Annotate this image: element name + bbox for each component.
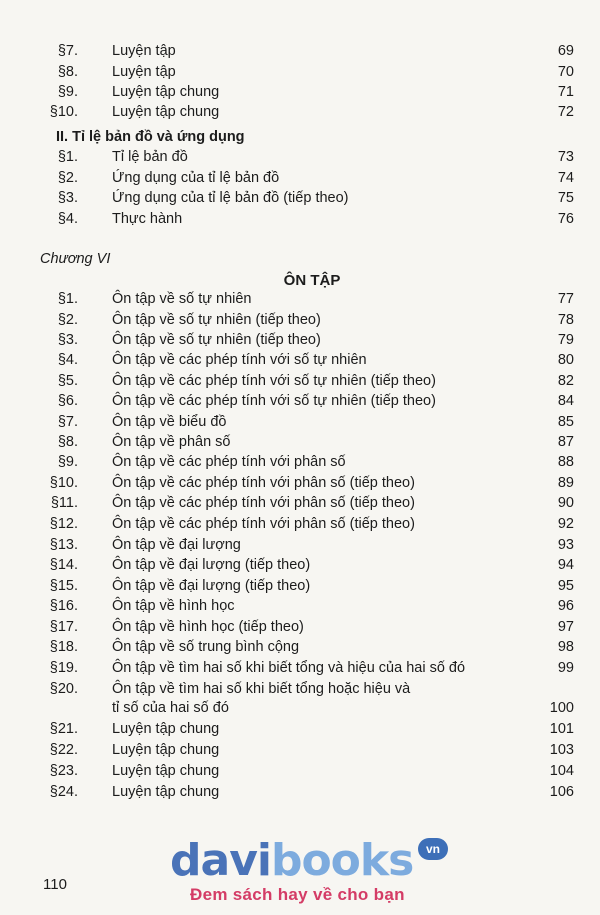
entry-number: §17.	[49, 619, 78, 635]
entry-number: §4.	[57, 352, 78, 368]
entry-number: §12.	[49, 516, 78, 532]
toc-entry	[0, 637, 600, 658]
entry-page: 78	[557, 312, 574, 328]
toc-entry	[0, 350, 600, 371]
toc-entry	[0, 62, 600, 83]
entry-title: Luyện tập chung	[112, 721, 220, 737]
toc-entry	[0, 310, 600, 331]
entry-title: Ôn tập về các phép tính với số tự nhiên	[112, 352, 367, 368]
toc-entry	[0, 371, 600, 392]
toc-entry	[0, 740, 600, 761]
entry-page: 79	[557, 332, 574, 348]
entry-number: §2.	[57, 312, 78, 328]
entry-page: 73	[557, 149, 574, 165]
entry-page: 75	[557, 190, 574, 206]
entry-title-continued: tỉ số của hai số đó	[112, 700, 229, 716]
entry-title: Ôn tập về tìm hai số khi biết tổng hoặc hiệu và	[112, 681, 411, 697]
toc-entry	[0, 576, 600, 597]
toc-entry	[0, 168, 600, 189]
entry-number: §2.	[57, 170, 78, 186]
entry-title: Ôn tập về số trung bình cộng	[112, 639, 300, 655]
entry-number: §16.	[49, 598, 78, 614]
logo-part-davi: davi	[170, 835, 271, 886]
entry-title: Luyện tập chung	[112, 763, 220, 779]
toc-entry	[0, 412, 600, 433]
toc-entry	[0, 658, 600, 679]
entry-page: 97	[557, 619, 574, 635]
entry-page: 106	[549, 784, 574, 800]
toc-entry	[0, 493, 600, 514]
entry-number: §1.	[57, 291, 78, 307]
entry-number: §4.	[57, 211, 78, 227]
entry-title: Ôn tập về các phép tính với phân số (tiếp theo)	[112, 516, 415, 532]
entry-number: §20.	[49, 681, 78, 697]
toc-entry	[0, 761, 600, 782]
toc-entry	[0, 719, 600, 740]
entry-page: 103	[549, 742, 574, 758]
toc-entry-continued	[0, 698, 600, 719]
entry-page: 85	[557, 414, 574, 430]
entry-page: 80	[557, 352, 574, 368]
entry-number: §13.	[49, 537, 78, 553]
toc-entry	[0, 617, 600, 638]
entry-page: 92	[557, 516, 574, 532]
toc-entry	[0, 679, 600, 700]
entry-title: Luyện tập chung	[112, 784, 220, 800]
entry-title: Tỉ lệ bản đồ	[112, 149, 188, 165]
toc-entry	[0, 188, 600, 209]
toc-entry	[0, 147, 600, 168]
entry-number: §18.	[49, 639, 78, 655]
entry-title: Ôn tập về đại lượng (tiếp theo)	[112, 557, 311, 573]
entry-title: Ôn tập về các phép tính với phân số	[112, 454, 346, 470]
toc-entry	[0, 391, 600, 412]
entry-page: 99	[557, 660, 574, 676]
toc-entry	[0, 555, 600, 576]
entry-number: §8.	[57, 434, 78, 450]
entry-title: Ôn tập về các phép tính với phân số (tiếp theo)	[112, 495, 415, 511]
entry-number: §14.	[49, 557, 78, 573]
entry-title: Ứng dụng của tỉ lệ bản đồ (tiếp theo)	[112, 190, 349, 206]
entry-page: 70	[557, 64, 574, 80]
entry-page: 82	[557, 373, 574, 389]
entry-title: Luyện tập chung	[112, 742, 220, 758]
page-number: 110	[43, 876, 67, 893]
entry-title: Ôn tập về đại lượng (tiếp theo)	[112, 578, 311, 594]
entry-page: 88	[557, 454, 574, 470]
entry-page: 101	[549, 721, 574, 737]
entry-title: Ôn tập về số tự nhiên	[112, 291, 252, 307]
entry-page: 74	[557, 170, 574, 186]
davibooks-logo	[170, 836, 413, 886]
entry-title: Luyện tập chung	[112, 84, 220, 100]
toc-entry	[0, 41, 600, 62]
section-heading: II. Tỉ lệ bản đồ và ứng dụng	[56, 129, 245, 145]
toc-entry	[0, 452, 600, 473]
entry-page: 89	[557, 475, 574, 491]
entry-title: Ôn tập về biểu đồ	[112, 414, 227, 430]
entry-number: §5.	[57, 373, 78, 389]
entry-title: Ôn tập về các phép tính với phân số (tiếp theo)	[112, 475, 415, 491]
entry-title: Ôn tập về hình học	[112, 598, 235, 614]
entry-number: §10.	[49, 104, 78, 120]
entry-title: Thực hành	[112, 211, 183, 227]
entry-page: 72	[557, 104, 574, 120]
entry-title: Ôn tập về đại lượng	[112, 537, 241, 553]
entry-number: §1.	[57, 149, 78, 165]
entry-page: 104	[549, 763, 574, 779]
entry-title: Luyện tập	[112, 43, 176, 59]
entry-number: §19.	[49, 660, 78, 676]
toc-entry	[0, 596, 600, 617]
entry-number: §7.	[57, 414, 78, 430]
toc-entry	[0, 782, 600, 803]
entry-title: Ứng dụng của tỉ lệ bản đồ	[112, 170, 280, 186]
entry-page: 94	[557, 557, 574, 573]
entry-number: §23.	[49, 763, 78, 779]
entry-number: §9.	[57, 454, 78, 470]
entry-page: 90	[557, 495, 574, 511]
entry-page: 100	[549, 700, 574, 716]
vn-badge: vn	[418, 838, 448, 860]
entry-title: Ôn tập về các phép tính với số tự nhiên (tiếp theo)	[112, 393, 436, 409]
entry-title: Luyện tập	[112, 64, 176, 80]
toc-entry	[0, 209, 600, 230]
entry-number: §9.	[57, 84, 78, 100]
entry-page: 93	[557, 537, 574, 553]
entry-title: Ôn tập về các phép tính với số tự nhiên (tiếp theo)	[112, 373, 436, 389]
entry-page: 98	[557, 639, 574, 655]
entry-title: Ôn tập về số tự nhiên (tiếp theo)	[112, 332, 321, 348]
entry-title: Ôn tập về số tự nhiên (tiếp theo)	[112, 312, 321, 328]
entry-number: §10.	[49, 475, 78, 491]
tagline: Đem sách hay về cho bạn	[190, 885, 405, 904]
entry-number: §7.	[57, 43, 78, 59]
toc-entry	[0, 514, 600, 535]
toc-entry	[0, 289, 600, 310]
entry-number: §15.	[49, 578, 78, 594]
toc-entry	[0, 330, 600, 351]
entry-page: 77	[557, 291, 574, 307]
entry-number: §11.	[50, 495, 78, 511]
chapter-label: Chương VI	[40, 251, 111, 267]
logo-part-books: books	[270, 835, 414, 886]
entry-number: §3.	[57, 190, 78, 206]
entry-page: 95	[557, 578, 574, 594]
entry-page: 87	[557, 434, 574, 450]
toc-entry	[0, 82, 600, 103]
entry-number: §6.	[57, 393, 78, 409]
entry-number: §3.	[57, 332, 78, 348]
entry-number: §8.	[57, 64, 78, 80]
entry-page: 71	[557, 84, 574, 100]
entry-title: Ôn tập về phân số	[112, 434, 231, 450]
entry-number: §21.	[49, 721, 78, 737]
entry-page: 76	[557, 211, 574, 227]
entry-number: §22.	[49, 742, 78, 758]
entry-page: 84	[557, 393, 574, 409]
toc-entry	[0, 473, 600, 494]
entry-page: 96	[557, 598, 574, 614]
entry-title: Luyện tập chung	[112, 104, 220, 120]
entry-title: Ôn tập về tìm hai số khi biết tổng và hiệu của hai số đó	[112, 660, 466, 676]
toc-entry	[0, 102, 600, 123]
toc-entry	[0, 432, 600, 453]
entry-number: §24.	[49, 784, 78, 800]
toc-entry	[0, 535, 600, 556]
entry-title: Ôn tập về hình học (tiếp theo)	[112, 619, 304, 635]
entry-page: 69	[557, 43, 574, 59]
chapter-title: ÔN TẬP	[283, 272, 341, 289]
